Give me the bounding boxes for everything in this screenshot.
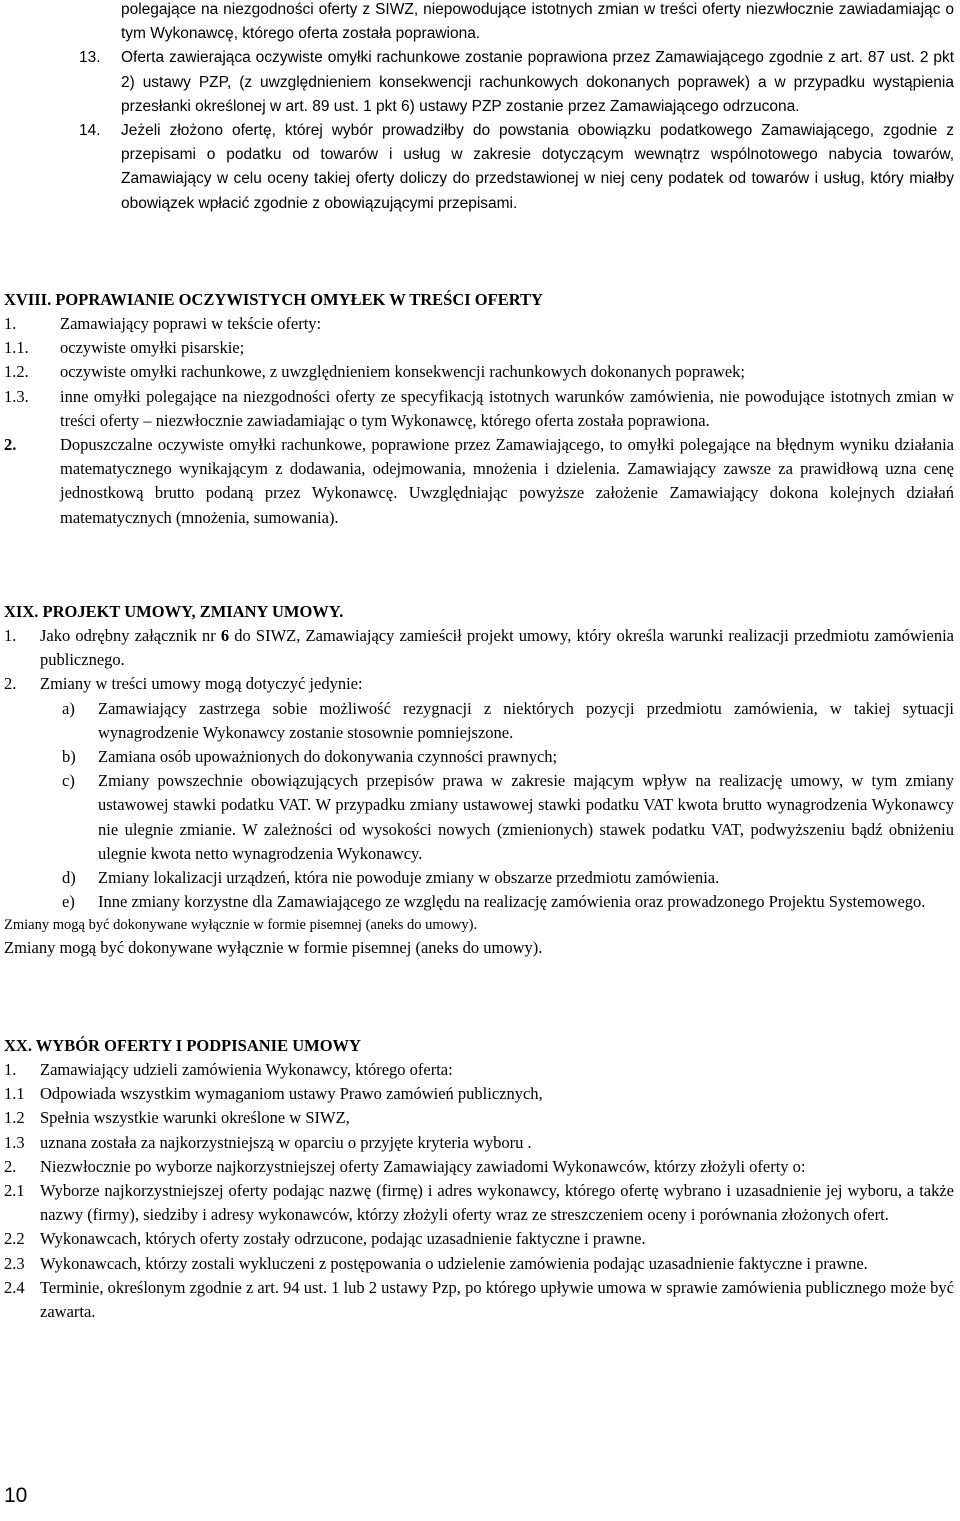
list-item	[4, 1058, 954, 1082]
list-text: Spełnia wszystkie warunki określone w SIWZ,	[40, 1108, 350, 1128]
list-number: 2.3	[4, 1253, 25, 1273]
list-letter: d)	[62, 868, 76, 888]
list-text: Zmiany w treści umowy mogą dotyczyć jedynie:	[40, 674, 363, 694]
section-heading-xix: XIX. PROJEKT UMOWY, ZMIANY UMOWY.	[4, 602, 344, 621]
section-xx-body	[4, 1058, 954, 1324]
list-text: Zamawiający udzieli zamówienia Wykonawcy, którego oferta:	[40, 1060, 453, 1079]
section-heading-xx: XX. WYBÓR OFERTY I PODPISANIE UMOWY	[4, 1036, 361, 1055]
list-number: 14.	[79, 122, 101, 140]
list-item-14	[4, 119, 954, 216]
list-item	[4, 1131, 954, 1155]
list-number: 1.	[4, 626, 17, 645]
list-text: oczywiste omyłki pisarskie;	[60, 338, 245, 358]
list-letter: b)	[62, 747, 76, 767]
list-letter: c)	[62, 771, 75, 791]
list-text: Wykonawcach, których oferty zostały odrzucone, podając uzasadnienie faktyczne i prawne.	[40, 1229, 646, 1249]
list-item	[4, 360, 954, 384]
list-text: Dopuszczalne oczywiste omyłki rachunkowe, poprawione przez Zamawiającego, to omyłki polegające na błędnym wyniku działania matematycznego wynikającym z dodawania, odejmowania, mnożenia i dzielenia. Zamawiający zawsze za prawidłową uzna cenę jednostkową brutto podaną przez Wykonawcę. Uwzględniając powyższe założenie Zamawiający dokona kolejnych działań matematycznych (mnożenia, sumowania).	[60, 435, 954, 527]
list-item	[4, 1179, 954, 1227]
section-xix-body	[4, 624, 954, 961]
list-item	[4, 1155, 954, 1179]
paragraph-continuation: polegające na niezgodności oferty z SIWZ, niepowodujące istotnych zmian w treści oferty niezwłocznie zawiadamiając o tym Wykonawcę, którego oferta została poprawiona.	[121, 1, 954, 43]
list-number: 1.2	[4, 1108, 25, 1128]
list-letter: a)	[62, 698, 75, 718]
sub-list-item	[4, 890, 954, 914]
list-item	[4, 336, 954, 360]
list-number: 13.	[79, 49, 101, 67]
list-text: Wykonawcach, którzy zostali wykluczeni z postępowania o udzielenie zamówienia podając uzasadnienie faktyczne i prawne.	[40, 1253, 868, 1273]
list-number: 2.	[4, 674, 17, 694]
list-item	[4, 1276, 954, 1324]
section-heading-xviii: XVIII. POPRAWIANIE OCZYWISTYCH OMYŁEK W TREŚCI OFERTY	[4, 290, 543, 309]
list-text: Jako odrębny załącznik nr 6 do SIWZ, Zamawiający zamieścił projekt umowy, który określa warunki realizacji przedmiotu zamówienia publicznego.	[40, 626, 955, 670]
list-number: 1.3	[4, 1132, 25, 1152]
note-small: Zmiany mogą być dokonywane wyłącznie w formie pisemnej (aneks do umowy).	[4, 917, 478, 934]
list-text: Niezwłocznie po wyborze najkorzystniejszej oferty Zamawiający zawiadomi Wykonawców, którzy złożyli oferty o:	[40, 1156, 806, 1176]
list-number: 1.	[4, 314, 17, 333]
list-item	[4, 624, 954, 672]
list-text: Zamawiający zastrzega sobie możliwość rezygnacji z niektórych pozycji przedmiotu zamówienia, w takiej sytuacji wynagrodzenie Wykonawcy zostanie stosownie pomniejszone.	[98, 698, 954, 742]
sub-list-item	[4, 697, 954, 745]
note: Zmiany mogą być dokonywane wyłącznie w formie pisemnej (aneks do umowy).	[4, 938, 543, 958]
list-item	[4, 1106, 954, 1130]
page-number: 10	[4, 1484, 28, 1507]
list-item	[4, 433, 954, 530]
list-text: oczywiste omyłki rachunkowe, z uwzględnieniem konsekwencji rachunkowych dokonanych poprawek;	[60, 362, 745, 382]
list-item	[4, 1082, 954, 1106]
section-xviii-body	[4, 312, 954, 530]
sub-list-item	[4, 745, 954, 769]
list-number: 1.3.	[4, 386, 29, 406]
list-number: 2.	[4, 435, 17, 455]
list-item	[4, 672, 954, 696]
list-letter: e)	[62, 892, 75, 912]
list-number: 2.1	[4, 1181, 25, 1201]
list-item-13	[4, 46, 954, 119]
list-number: 2.	[4, 1156, 17, 1176]
list-number: 1.1	[4, 1084, 25, 1104]
list-text: Jeżeli złożono ofertę, której wybór prowadziłby do powstania obowiązku podatkowego Zamawiającego, zgodnie z przepisami o podatku od towarów i usług w zakresie dotyczącym wewnątrz wspólnotowego nabycia towarów, Zamawiający w celu oceny takiej oferty doliczy do przedstawionej w niej ceny podatek od towarów i usług, który miałby obowiązek wpłacić zgodnie z obowiązującymi przepisami.	[121, 122, 954, 212]
list-item	[4, 312, 954, 336]
list-number: 2.4	[4, 1277, 25, 1297]
list-number: 2.2	[4, 1229, 25, 1249]
list-item	[4, 1227, 954, 1251]
list-text: Odpowiada wszystkim wymaganiom ustawy Prawo zamówień publicznych,	[40, 1084, 543, 1104]
sub-list-item	[4, 866, 954, 890]
list-text: Zmiany powszechnie obowiązujących przepisów prawa w zakresie mającym wpływ na realizację umowy, w tym zmiany ustawowej stawki podatku VAT. W przypadku zmiany ustawowej stawki podatku VAT kwota brutto wynagrodzenia Wykonawcy nie ulegnie zmianie. W zależności od wysokości nowych (zmienionych) stawek podatku VAT, podwyższeniu bądź obniżeniu ulegnie kwota netto wynagrodzenia Wykonawcy.	[98, 771, 954, 863]
list-text: uznana została za najkorzystniejszą w oparciu o przyjęte kryteria wyboru .	[40, 1132, 532, 1152]
list-item	[4, 1252, 954, 1276]
sub-list-item	[4, 769, 954, 866]
list-text: Terminie, określonym zgodnie z art. 94 ust. 1 lub 2 ustawy Pzp, po którego upływie umowa w sprawie zamówienia publicznego może być zawarta.	[40, 1277, 954, 1322]
list-number: 1.2.	[4, 362, 29, 382]
list-text: Oferta zawierająca oczywiste omyłki rachunkowe zostanie poprawiona przez Zamawiającego zgodnie z art. 87 ust. 2 pkt 2) ustawy PZP, (z uwzględnieniem konsekwencji rachunkowych dokonanych poprawek) a w przypadku wystąpienia przesłanki określonej w art. 89 ust. 1 pkt 6) ustawy PZP zostanie przez Zamawiającego odrzucona.	[121, 49, 954, 115]
list-text: Wyborze najkorzystniejszej oferty podając nazwę (firmę) i adres wykonawcy, którego ofertę wybrano i uzasadnienie jej wyboru, a także nazwy (firmy), siedziby i adresy wykonawców, którzy złożyli oferty wraz ze streszczeniem oceny i porównania złożonych ofert.	[40, 1181, 954, 1225]
list-item	[4, 385, 954, 433]
list-number: 1.1.	[4, 338, 29, 358]
list-text: Zamiana osób upoważnionych do dokonywania czynności prawnych;	[98, 747, 558, 767]
list-number: 1.	[4, 1060, 17, 1079]
list-text: Zmiany lokalizacji urządzeń, która nie powoduje zmiany w obszarze przedmiotu zamówienia.	[98, 868, 720, 888]
top-section	[4, 0, 954, 216]
list-text: inne omyłki polegające na niezgodności oferty ze specyfikacją istotnych warunków zamówienia, nie powodujące istotnych zmian w treści oferty – niezwłocznie zawiadamiając o tym Wykonawcę, którego oferta została poprawiona.	[60, 386, 954, 430]
list-text: Inne zmiany korzystne dla Zamawiającego ze względu na realizację zamówienia oraz prowadzonego Projektu Systemowego.	[98, 892, 926, 912]
list-text: Zamawiający poprawi w tekście oferty:	[60, 314, 322, 333]
